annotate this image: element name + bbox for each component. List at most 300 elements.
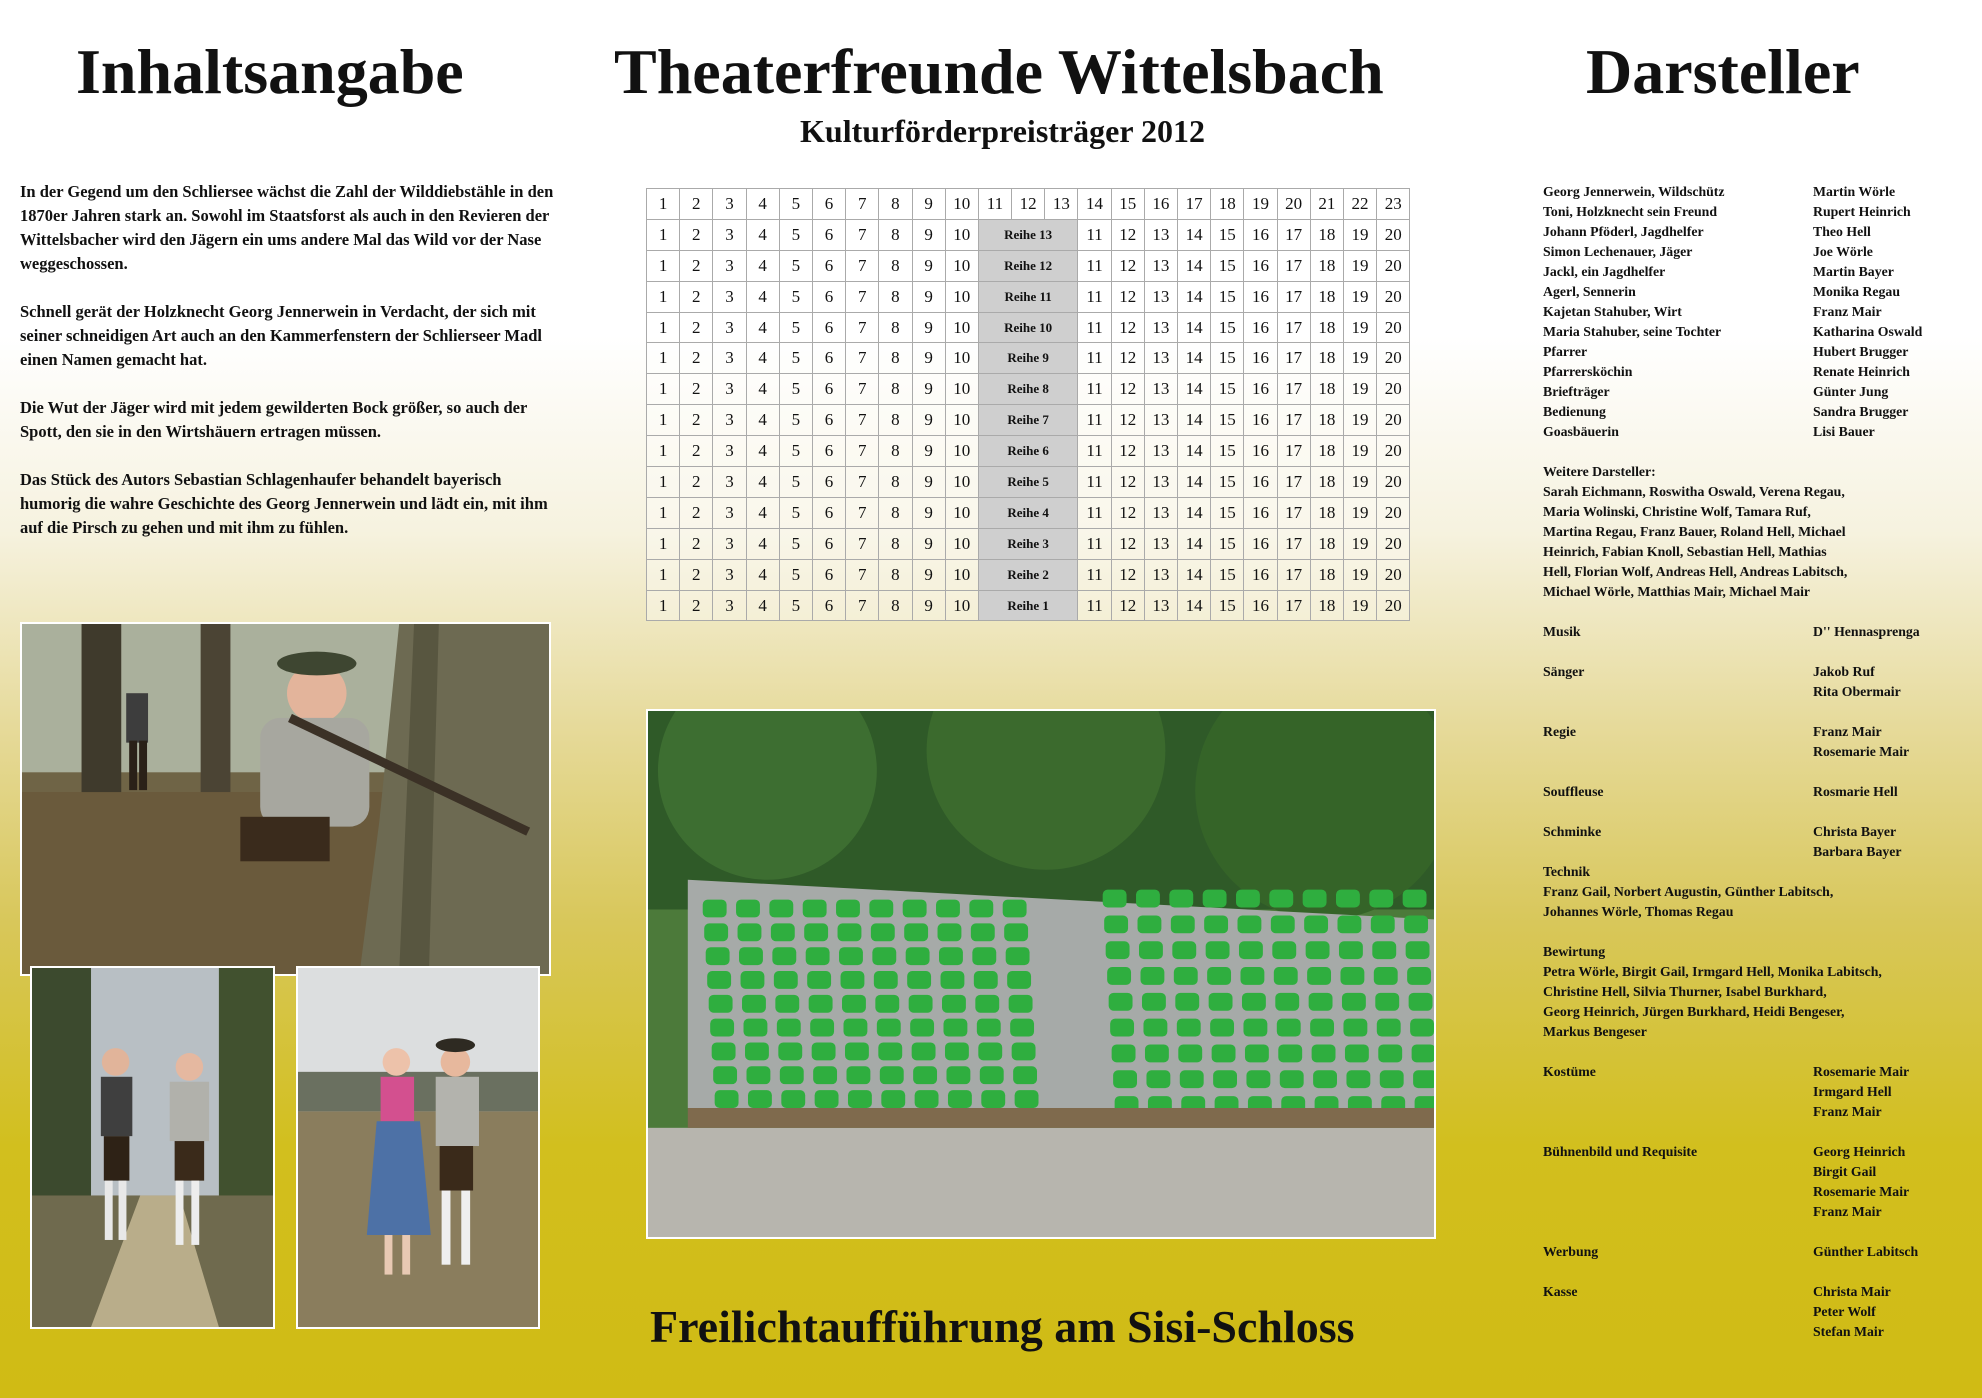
seat-number: 2 xyxy=(680,312,713,343)
seat-number: 8 xyxy=(879,189,912,220)
seat-number: 4 xyxy=(746,374,779,405)
grandstand-seat xyxy=(1112,1044,1136,1062)
photo-couple xyxy=(296,966,540,1329)
grandstand-seat xyxy=(1172,941,1196,959)
seat-number: 12 xyxy=(1111,590,1144,621)
seat-number: 14 xyxy=(1178,528,1211,559)
seat-number: 9 xyxy=(912,250,945,281)
grandstand-seat xyxy=(1407,967,1431,985)
seat-number: 4 xyxy=(746,189,779,220)
grandstand-seat xyxy=(1246,1070,1270,1088)
seat-number: 9 xyxy=(912,590,945,621)
seat-number: 15 xyxy=(1211,250,1244,281)
cast-role: Toni, Holzknecht sein Freund xyxy=(1543,204,1718,219)
crew-name: Birgit Gail xyxy=(1813,1164,1877,1179)
seat-number: 14 xyxy=(1178,559,1211,590)
grandstand-seat xyxy=(906,947,930,965)
seat-number: 3 xyxy=(713,528,746,559)
seat-number: 9 xyxy=(912,189,945,220)
more-cast-line: Michael Wörle, Matthias Mair, Michael Mair xyxy=(1543,584,1811,599)
grandstand-seat xyxy=(1404,915,1428,933)
grandstand-seat xyxy=(941,971,965,989)
seat-row xyxy=(647,559,1410,590)
grandstand-seat xyxy=(977,1019,1001,1037)
grandstand-seat xyxy=(1177,1019,1201,1037)
seat-number: 14 xyxy=(1178,405,1211,436)
seat-number: 16 xyxy=(1244,405,1277,436)
seat-number: 7 xyxy=(846,559,879,590)
grandstand-seat xyxy=(978,1042,1002,1060)
seat-number: 12 xyxy=(1012,189,1045,220)
seat-number: 5 xyxy=(779,312,812,343)
seat-number: 3 xyxy=(713,189,746,220)
grandstand-seat xyxy=(836,900,860,918)
seat-number: 3 xyxy=(713,497,746,528)
seat-number: 14 xyxy=(1078,189,1111,220)
grandstand-seat xyxy=(903,900,927,918)
seat-number: 18 xyxy=(1310,405,1343,436)
row-label: Reihe 5 xyxy=(978,467,1078,498)
seat-number: 12 xyxy=(1111,250,1144,281)
cast-actor: Lisi Bauer xyxy=(1813,424,1875,439)
seat-number: 18 xyxy=(1310,590,1343,621)
grandstand-seat xyxy=(810,1019,834,1037)
grandstand-seat xyxy=(1013,1066,1037,1084)
seat-number: 17 xyxy=(1277,250,1310,281)
grandstand-seat xyxy=(844,1019,868,1037)
cast-actor: Renate Heinrich xyxy=(1813,364,1910,379)
grandstand-seat xyxy=(1306,941,1330,959)
seat-number: 7 xyxy=(846,250,879,281)
cast-row xyxy=(1543,422,1963,442)
grandstand-seat xyxy=(912,1042,936,1060)
more-cast-line: Heinrich, Fabian Knoll, Sebastian Hell, Mathias xyxy=(1543,544,1827,559)
seat-number: 15 xyxy=(1211,467,1244,498)
grandstand-seat xyxy=(1313,1070,1337,1088)
seat-number: 17 xyxy=(1277,219,1310,250)
seat-number: 2 xyxy=(680,405,713,436)
row-label: Reihe 13 xyxy=(978,219,1078,250)
seat-number: 6 xyxy=(812,189,845,220)
seat-number: 4 xyxy=(746,312,779,343)
seat-number: 19 xyxy=(1343,497,1376,528)
performance-title: Freilichtaufführung am Sisi-Schloss xyxy=(650,1301,1355,1352)
grandstand-seat xyxy=(1004,923,1028,941)
seat-number: 11 xyxy=(1078,497,1111,528)
seat-number: 6 xyxy=(812,374,845,405)
seat-number: 4 xyxy=(746,559,779,590)
seat-number: 1 xyxy=(647,590,680,621)
grandstand-seat xyxy=(1171,915,1195,933)
cast-actor: Katharina Oswald xyxy=(1813,324,1923,339)
seat-number: 5 xyxy=(779,528,812,559)
seat-number: 11 xyxy=(978,189,1011,220)
seat-number: 15 xyxy=(1211,219,1244,250)
seat-number: 2 xyxy=(680,590,713,621)
grandstand-seat xyxy=(741,971,765,989)
grandstand-seat xyxy=(746,1066,770,1084)
crew-label: Bühnenbild und Requisite xyxy=(1543,1144,1698,1159)
seat-number: 19 xyxy=(1244,189,1277,220)
crew-kasse xyxy=(1543,1282,1963,1342)
grandstand-seat xyxy=(781,1090,805,1108)
grandstand-seat xyxy=(1213,1070,1237,1088)
seat-number: 5 xyxy=(779,189,812,220)
seat-row xyxy=(647,343,1410,374)
grandstand-seat xyxy=(1375,993,1399,1011)
seat-number: 22 xyxy=(1343,189,1376,220)
grandstand-seat xyxy=(875,995,899,1013)
grandstand-seat xyxy=(809,995,833,1013)
seat-number: 14 xyxy=(1178,436,1211,467)
seat-number: 20 xyxy=(1377,436,1410,467)
grandstand-seat xyxy=(1271,915,1295,933)
seat-number: 10 xyxy=(945,343,978,374)
seat-number: 7 xyxy=(846,219,879,250)
seat-number: 2 xyxy=(680,250,713,281)
summary-paragraph: Das Stück des Autors Sebastian Schlagenhaufer behandelt bayerisch humorig die wahre Geschichte des Georg Jennerwein und lädt ein, mit ihm auf die Pirsch zu gehen und mit ihm zu fühlen. xyxy=(20,470,548,537)
grandstand-seat xyxy=(1371,915,1395,933)
seat-number: 16 xyxy=(1244,250,1277,281)
photo-grandstand xyxy=(646,709,1436,1239)
seat-number: 16 xyxy=(1244,590,1277,621)
seat-number: 2 xyxy=(680,374,713,405)
seat-number: 4 xyxy=(746,528,779,559)
seat-row xyxy=(647,467,1410,498)
seat-number: 1 xyxy=(647,528,680,559)
seat-number: 15 xyxy=(1211,559,1244,590)
grandstand-seat xyxy=(1209,993,1233,1011)
seat-number: 6 xyxy=(812,250,845,281)
cast-role: Bedienung xyxy=(1543,404,1606,419)
grandstand-seat xyxy=(841,971,865,989)
grandstand-seat xyxy=(744,1019,768,1037)
seat-number: 16 xyxy=(1244,467,1277,498)
crew-label: Werbung xyxy=(1543,1244,1599,1259)
grandstand-seat xyxy=(1310,1019,1334,1037)
cast-actor: Günter Jung xyxy=(1813,384,1889,399)
seat-number: 6 xyxy=(812,405,845,436)
seat-number: 19 xyxy=(1343,590,1376,621)
grandstand-seat xyxy=(1145,1044,1169,1062)
seat-number: 10 xyxy=(945,497,978,528)
seat-number: 19 xyxy=(1343,405,1376,436)
seat-number: 19 xyxy=(1343,281,1376,312)
grandstand-seat xyxy=(974,971,998,989)
crew-name: D'' Hennasprenga xyxy=(1813,624,1920,639)
seat-number: 2 xyxy=(680,436,713,467)
seat-number: 18 xyxy=(1310,281,1343,312)
crew-line: Christine Hell, Silvia Thurner, Isabel Burkhard, xyxy=(1543,984,1827,999)
grandstand-seat xyxy=(1210,1019,1234,1037)
crew-label: Souffleuse xyxy=(1543,784,1604,799)
seat-number: 4 xyxy=(746,436,779,467)
grandstand-seat xyxy=(1272,941,1296,959)
seat-number: 12 xyxy=(1111,405,1144,436)
seat-number: 20 xyxy=(1377,219,1410,250)
cast-actor: Joe Wörle xyxy=(1813,244,1873,259)
grandstand-seat xyxy=(710,1019,734,1037)
cast-row xyxy=(1543,402,1963,422)
crew-name: Peter Wolf xyxy=(1813,1304,1876,1319)
crew-name: Irmgard Hell xyxy=(1813,1084,1892,1099)
crew-name: Rosmarie Hell xyxy=(1813,784,1898,799)
grandstand-seat xyxy=(1110,1019,1134,1037)
grandstand-seat xyxy=(880,1066,904,1084)
grandstand-seat xyxy=(969,900,993,918)
seat-number: 11 xyxy=(1078,343,1111,374)
grandstand-seat xyxy=(745,1042,769,1060)
crew-label: Schminke xyxy=(1543,824,1602,839)
cast-role: Maria Stahuber, seine Tochter xyxy=(1543,324,1722,339)
seat-number: 10 xyxy=(945,467,978,498)
grandstand-seat xyxy=(1142,993,1166,1011)
seat-number: 13 xyxy=(1144,343,1177,374)
grandstand-seat xyxy=(1309,993,1333,1011)
seat-number: 19 xyxy=(1343,528,1376,559)
seat-number: 7 xyxy=(846,590,879,621)
cast-actor: Hubert Brugger xyxy=(1813,344,1909,359)
seat-number: 8 xyxy=(879,374,912,405)
grandstand-seat xyxy=(1337,915,1361,933)
seat-number: 8 xyxy=(879,528,912,559)
seat-number: 10 xyxy=(945,281,978,312)
seat-number: 2 xyxy=(680,281,713,312)
grandstand-seat xyxy=(1204,915,1228,933)
cast-row xyxy=(1543,242,1963,262)
seat-number: 15 xyxy=(1211,405,1244,436)
cast-row xyxy=(1543,382,1963,402)
summary-title: Inhaltsangabe xyxy=(76,36,464,107)
seat-number: 19 xyxy=(1343,250,1376,281)
seat-number: 10 xyxy=(945,528,978,559)
grandstand-seat xyxy=(715,1090,739,1108)
grandstand-seat xyxy=(907,971,931,989)
seat-number: 17 xyxy=(1277,467,1310,498)
cast-role: Agerl, Sennerin xyxy=(1543,284,1636,299)
seat-number: 5 xyxy=(779,436,812,467)
seat-number: 5 xyxy=(779,590,812,621)
seat-number: 13 xyxy=(1144,436,1177,467)
seat-number: 2 xyxy=(680,528,713,559)
seat-number: 14 xyxy=(1178,590,1211,621)
seat-number: 5 xyxy=(779,281,812,312)
seat-number: 17 xyxy=(1277,497,1310,528)
seat-number: 4 xyxy=(746,497,779,528)
seat-number: 3 xyxy=(713,343,746,374)
grandstand-seat xyxy=(807,971,831,989)
seat-row xyxy=(647,281,1410,312)
seat-number: 9 xyxy=(912,343,945,374)
seat-number: 21 xyxy=(1310,189,1343,220)
seat-number: 17 xyxy=(1277,559,1310,590)
seat-number: 15 xyxy=(1211,528,1244,559)
cast-actor: Monika Regau xyxy=(1813,284,1901,299)
grandstand-seat xyxy=(1012,1042,1036,1060)
grandstand-seat xyxy=(878,1042,902,1060)
cast-actor: Theo Hell xyxy=(1813,224,1871,239)
grandstand-seat xyxy=(913,1066,937,1084)
seat-number: 8 xyxy=(879,250,912,281)
seat-number: 13 xyxy=(1144,590,1177,621)
grandstand-seat xyxy=(946,1066,970,1084)
seat-number: 15 xyxy=(1211,374,1244,405)
grandstand-seat xyxy=(738,923,762,941)
seat-number: 20 xyxy=(1377,374,1410,405)
seat-number: 10 xyxy=(945,250,978,281)
seat-number: 14 xyxy=(1178,343,1211,374)
seat-number: 1 xyxy=(647,219,680,250)
row-label: Reihe 1 xyxy=(978,590,1078,621)
seat-number: 12 xyxy=(1111,312,1144,343)
crew-name: Günther Labitsch xyxy=(1813,1244,1919,1259)
crew-name: Georg Heinrich xyxy=(1813,1144,1906,1159)
seat-number: 13 xyxy=(1144,281,1177,312)
cast-row xyxy=(1543,262,1963,282)
seat-number: 2 xyxy=(680,343,713,374)
seat-number: 11 xyxy=(1078,436,1111,467)
seat-header-row xyxy=(647,189,1410,220)
grandstand-seat xyxy=(845,1042,869,1060)
row-label: Reihe 8 xyxy=(978,374,1078,405)
grandstand-seat xyxy=(1342,993,1366,1011)
cast-role: Pfarrer xyxy=(1543,344,1588,359)
seat-number: 2 xyxy=(680,559,713,590)
grandstand-seat xyxy=(848,1090,872,1108)
seat-number: 3 xyxy=(713,281,746,312)
seat-number: 1 xyxy=(647,497,680,528)
seat-number: 3 xyxy=(713,436,746,467)
grandstand-seat xyxy=(1307,967,1331,985)
grandstand-seat xyxy=(1304,915,1328,933)
grandstand-seat xyxy=(936,900,960,918)
seat-number: 1 xyxy=(647,436,680,467)
grandstand-seat xyxy=(780,1066,804,1084)
grandstand-seat xyxy=(1406,941,1430,959)
seat-number: 10 xyxy=(945,189,978,220)
seat-number: 6 xyxy=(812,497,845,528)
cast-role: Goasbäuerin xyxy=(1543,424,1619,439)
seat-number: 20 xyxy=(1377,497,1410,528)
seat-number: 14 xyxy=(1178,219,1211,250)
seat-number: 19 xyxy=(1343,436,1376,467)
cast-role: Kajetan Stahuber, Wirt xyxy=(1543,304,1682,319)
seat-number: 4 xyxy=(746,590,779,621)
grandstand-seat xyxy=(1174,967,1198,985)
crew-name: Rosemarie Mair xyxy=(1813,1064,1910,1079)
crew-musik xyxy=(1543,622,1963,642)
seat-number: 6 xyxy=(812,528,845,559)
seat-number: 8 xyxy=(879,497,912,528)
row-label: Reihe 12 xyxy=(978,250,1078,281)
cast-role: Simon Lechenauer, Jäger xyxy=(1543,244,1693,259)
grandstand-seat xyxy=(1178,1044,1202,1062)
seat-number: 17 xyxy=(1178,189,1211,220)
seat-number: 9 xyxy=(912,281,945,312)
seat-row xyxy=(647,497,1410,528)
seat-number: 3 xyxy=(713,559,746,590)
seat-number: 18 xyxy=(1310,467,1343,498)
cast-row xyxy=(1543,362,1963,382)
grandstand-seat xyxy=(874,971,898,989)
grandstand-seat xyxy=(707,971,731,989)
seat-number: 8 xyxy=(879,281,912,312)
seat-number: 13 xyxy=(1144,374,1177,405)
cast-row xyxy=(1543,342,1963,362)
crew-label: Kostüme xyxy=(1543,1064,1596,1079)
seating-plan xyxy=(646,188,1410,621)
grandstand-seat xyxy=(1345,1044,1369,1062)
grandstand-seat xyxy=(838,923,862,941)
seat-number: 9 xyxy=(912,528,945,559)
grandstand-seat xyxy=(706,947,730,965)
seat-number: 10 xyxy=(945,405,978,436)
grandstand-seat xyxy=(839,947,863,965)
seat-number: 15 xyxy=(1211,343,1244,374)
grandstand-seat xyxy=(748,1090,772,1108)
seat-number: 3 xyxy=(713,467,746,498)
seat-number: 14 xyxy=(1178,312,1211,343)
seat-number: 1 xyxy=(647,189,680,220)
seat-number: 7 xyxy=(846,343,879,374)
seat-number: 2 xyxy=(680,467,713,498)
crew-label: Musik xyxy=(1543,624,1581,639)
crew-souffleuse xyxy=(1543,782,1963,802)
grandstand-seat xyxy=(881,1090,905,1108)
crew-line: Johannes Wörle, Thomas Regau xyxy=(1543,904,1734,919)
seat-number: 6 xyxy=(812,343,845,374)
seat-number: 18 xyxy=(1310,497,1343,528)
seat-number: 3 xyxy=(713,250,746,281)
grandstand-seat xyxy=(1139,941,1163,959)
crew-label: Sänger xyxy=(1543,664,1585,679)
seat-number: 4 xyxy=(746,405,779,436)
grandstand-seat xyxy=(980,1066,1004,1084)
grandstand-seat xyxy=(704,923,728,941)
crew-line: Markus Bengeser xyxy=(1543,1024,1647,1039)
grandstand-seat xyxy=(1009,995,1033,1013)
seat-number: 20 xyxy=(1377,405,1410,436)
summary-text xyxy=(20,180,560,564)
more-cast-line: Hell, Florian Wolf, Andreas Hell, Andreas Labitsch, xyxy=(1543,564,1848,579)
seat-number: 14 xyxy=(1178,497,1211,528)
crew-name: Rosemarie Mair xyxy=(1813,744,1910,759)
seat-number: 3 xyxy=(713,405,746,436)
cast-role: Pfarrersköchin xyxy=(1543,364,1633,379)
grandstand-seat xyxy=(709,995,733,1013)
grandstand-seat xyxy=(769,900,793,918)
grandstand-seat xyxy=(742,995,766,1013)
seat-number: 7 xyxy=(846,374,879,405)
cast-row xyxy=(1543,322,1963,342)
seat-number: 11 xyxy=(1078,219,1111,250)
photo-two-men xyxy=(30,966,275,1329)
seat-number: 17 xyxy=(1277,281,1310,312)
summary-paragraph: Schnell gerät der Holzknecht Georg Jennerwein in Verdacht, der sich mit seiner schneidigen Art auch an den Kammerfenstern der Schlierseer Madl einen Namen gemacht hat. xyxy=(20,302,542,369)
seat-number: 9 xyxy=(912,405,945,436)
grandstand-seat xyxy=(1369,890,1393,908)
grandstand-seat xyxy=(975,995,999,1013)
seat-number: 13 xyxy=(1144,467,1177,498)
seat-number: 18 xyxy=(1310,436,1343,467)
seat-number: 8 xyxy=(879,405,912,436)
seat-number: 15 xyxy=(1211,436,1244,467)
seat-number: 12 xyxy=(1111,343,1144,374)
seat-number: 2 xyxy=(680,219,713,250)
grandstand-seat xyxy=(1277,1019,1301,1037)
grandstand-seat xyxy=(877,1019,901,1037)
crew-label: Bewirtung xyxy=(1543,944,1606,959)
